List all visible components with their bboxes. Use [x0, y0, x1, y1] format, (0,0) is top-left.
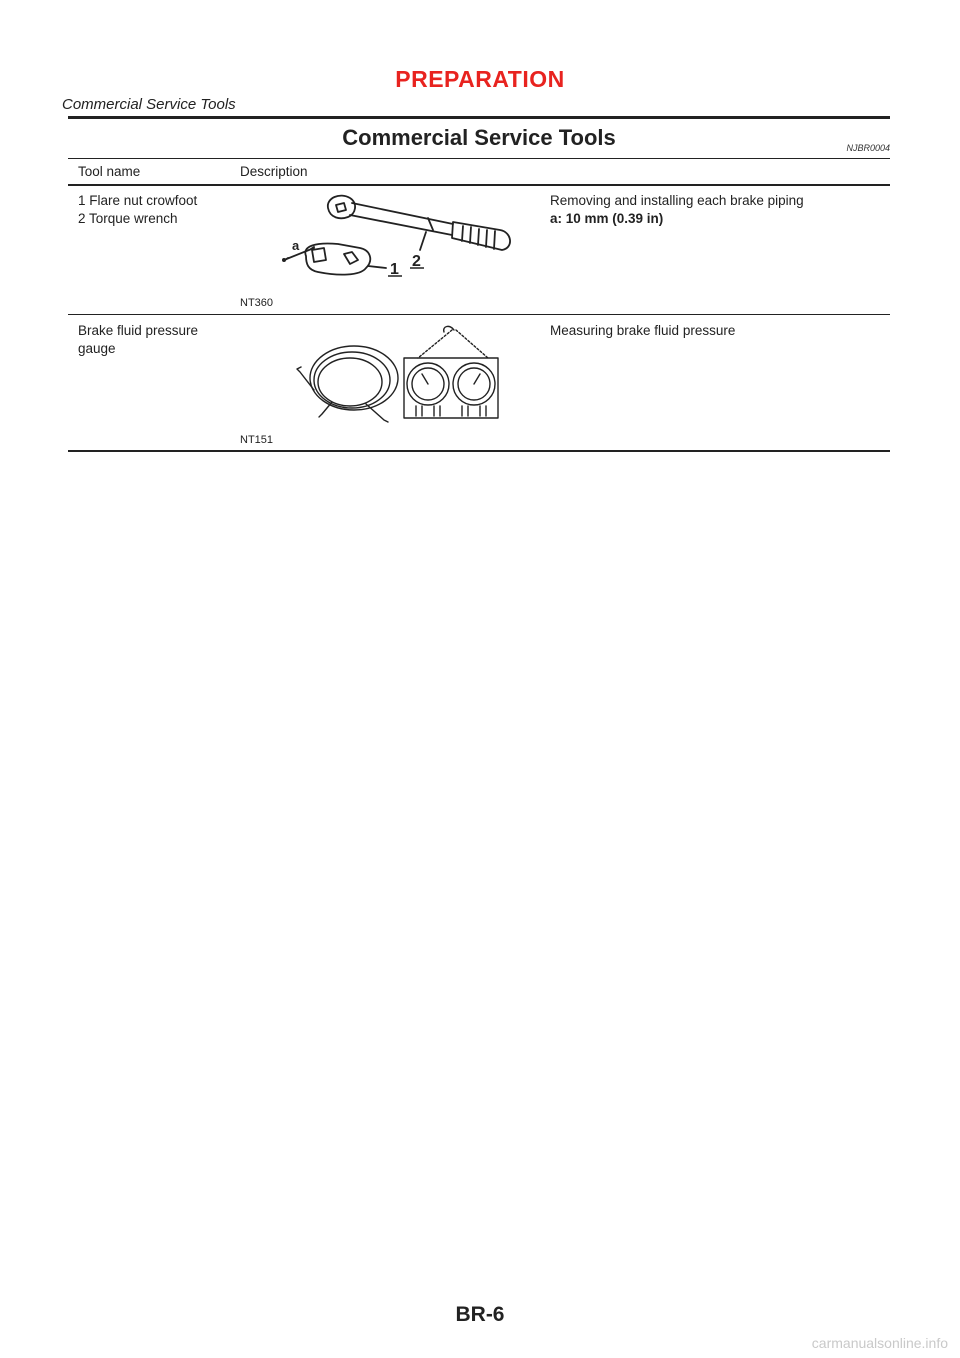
header-rule: [68, 116, 890, 119]
table-row-rule: [68, 314, 890, 315]
figure-label: a: [292, 238, 300, 253]
tool-name-line: Brake fluid pressure: [78, 323, 199, 338]
tool-name-line: 2 Torque wrench: [78, 211, 178, 226]
watermark: carmanualsonline.info: [811, 1335, 948, 1351]
tool-description: Measuring brake fluid pressure: [550, 323, 736, 338]
section-subtitle: Commercial Service Tools: [62, 96, 236, 113]
tool-description: Removing and installing each brake piping: [550, 193, 804, 208]
column-header-tool-name: Tool name: [78, 164, 141, 179]
brake-fluid-pressure-gauge-illustration: [292, 322, 502, 428]
heading-rule: [68, 158, 890, 159]
tool-name-line: 1 Flare nut crowfoot: [78, 193, 198, 208]
figure-code: NT151: [240, 434, 274, 446]
section-title: PREPARATION: [395, 66, 565, 92]
table-bottom-rule: [68, 450, 890, 452]
reference-code: NJBR0004: [846, 143, 890, 153]
column-header-description: Description: [240, 164, 308, 179]
figure-label: 2: [412, 253, 421, 270]
page-number: BR-6: [455, 1303, 505, 1326]
flare-nut-torque-wrench-illustration: [278, 190, 528, 290]
figure-label: 1: [390, 261, 399, 278]
tool-spec: a: 10 mm (0.39 in): [550, 211, 664, 226]
table-header-rule: [68, 184, 890, 186]
figure-code: NT360: [240, 297, 274, 309]
tool-name-line: gauge: [78, 341, 116, 356]
page-heading: Commercial Service Tools: [342, 125, 616, 150]
